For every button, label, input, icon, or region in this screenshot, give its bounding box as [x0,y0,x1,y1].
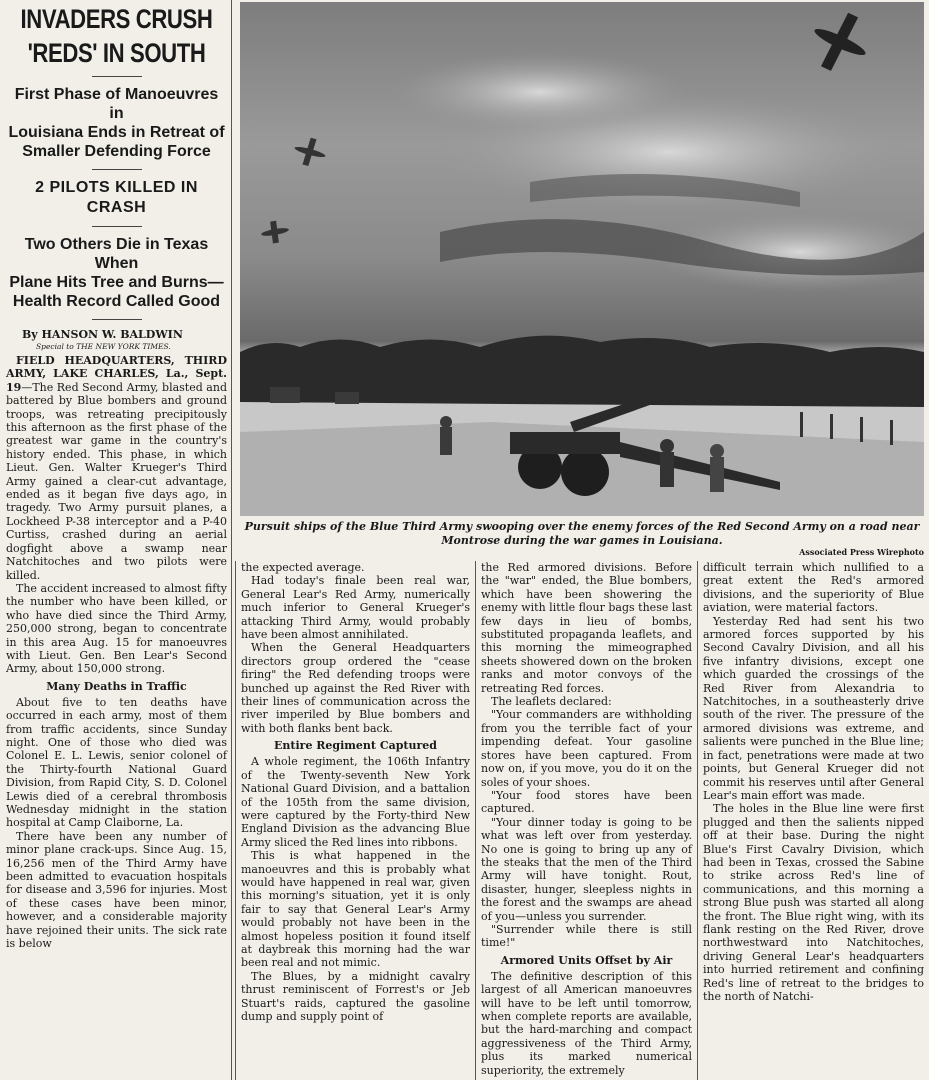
deck-3-line: Two Others Die in Texas When [24,236,209,272]
paragraph: "Surrender while there is still time!" [481,922,692,950]
deck-1-line: First Phase of Manoeuvres in [14,86,219,122]
deck-1-line: Louisiana Ends in Retreat of [8,124,225,141]
paragraph [6,354,227,582]
soldier-icon [440,416,452,455]
caption-text: Pursuit ships of the Blue Third Army swooping over the enemy forces of the Red Second Army on a road near Montrose during the war games in Louisiana. [244,520,920,547]
paragraph: The Blues, by a midnight cavalry thrust reminiscent of Forrest's or Jeb Stuart's raids, captured the gasoline dump and supply point of [241,969,470,1023]
paragraph: A whole regiment, the 106th Infantry of the Twenty-seventh New York National Guard Division, and a battalion of the 105th from the same division, were captured by the Forty-third New England Division as the advancing Blue Army sliced the Red lines into ribbons. [241,755,470,849]
paragraph: the expected average. [241,561,365,574]
paragraph: The definitive description of this largest of all American manoeuvres will have to be left until tomorrow, when complete reports are available, but the hard-marching and compact aggressiveness of the Third Army, plus its marked numerical superiority, the extremely [481,969,692,1077]
photo-caption [240,520,924,560]
column-2-text [235,561,475,1080]
paragraph-text: —The Red Second Army, blasted and battered by Blue bombers and ground troops, was retreating precipitously this afternoon as the first phase of the greatest war game in the country's history ended. This phase, in which Lieut. Gen. Walter Krueger's Third Army gained a clear-cut advantage, ended as it began five days ago, in tragedy. Two Army pursuit planes, a Lockheed P-38 interceptor and a P-40 Curtiss, crashed during an aerial dogfight above a swamp near Natchitoches and two pilots were killed. [6,380,227,582]
cloud [390,52,690,132]
paragraph: the Red armored divisions. Before the "war" ended, the Blue bombers, which have been showering the enemy with little flour bags these last few days in lieu of bombs, substituted propaganda leaflets, and this morning the mimeographed sheets showered down on the broken ranks and motor convoys of the retreating Red forces. [481,561,692,695]
paragraph: The leaflets declared: [491,695,612,709]
paragraph: "Your dinner today is going to be what was left over from yesterday. No one is going to bring up any of the steaks that the men of the Third Army will have tonight. Rout, disaster, hunger, sleepless nights in the forest and the swamps are ahead of you—unless you surrender. [481,815,692,923]
photo-credit: Associated Press Wirephoto [799,547,924,557]
paragraph: difficult terrain which nullified to a great extent the Red's armored divisions, and the superiority of Blue aviation, were material factors. [703,561,924,615]
paragraph: Had today's finale been real war, General Lear's Red Army, numerically much inferior to General Krueger's attacking Third Army, would probably have been almost annihilated. [241,574,470,642]
paragraph: "Your commanders are withholding from you the terrible fact of your impending defeat. Your gasoline stores have been captured. From now on, if you move, you do it on the soles of your shoes. [481,708,692,789]
truck-icon [270,387,300,403]
credit-line: Special to THE NEW YORK TIMES. [36,342,171,351]
deck-3-line: Health Record Called Good [12,293,221,310]
dateline: FIELD HEADQUARTERS, THIRD ARMY, LAKE CHARLES, La., Sept. 19 [6,354,227,394]
plane-icon [802,3,878,81]
news-photo [240,2,924,516]
subhead: Armored Units Offset by Air [500,953,673,967]
plane-icon [291,134,329,169]
paragraph: The accident increased to almost fifty the number who have been killed, or who have died since the Third Army, 250,000 strong, began to concentrate in this area Aug. 15 for manoeuvres with Lieut. Gen. Ben Lear's Second Army, about 150,000 strong. [6,581,227,676]
deck-3-line: Plane Hits Tree and Burns— [9,274,224,291]
truck-icon [335,392,359,404]
deck-1-line: Smaller Defending Force [22,143,211,160]
subhead: Many Deaths in Traffic [46,679,187,693]
lead-story-column [0,0,232,1080]
soldier-icon [710,444,724,492]
headline-line-1: INVADERS CRUSH [20,4,213,34]
plane-icon [259,219,290,246]
byline: By HANSON W. BALDWIN [22,328,183,341]
paragraph: This is what happened in the manoeuvres and this is probably what would have happened in real war, given this morning's situation, yet it is only fair to say that General Lear's Army would probably not have been in the almost hopeless position it found itself at daybreak this morning had the war been real and not mimic. [241,849,470,970]
deck-3 [6,235,227,311]
deck-2: 2 PILOTS KILLED IN CRASH [35,179,198,216]
divider [92,169,142,170]
paragraph: About five to ten deaths have occurred in each army, most of them from traffic accidents, since Sunday night. One of those who died was Colonel E. L. Lewis, senior colonel of the Thirty-fourth National Guard Division, from Rapid City, S. D. Colonel Lewis died of a cerebral thrombosis Wednesday midnight in the station hospital at Camp Claiborne, La. [6,695,227,830]
deck-1 [6,85,227,161]
soldier-icon [660,439,674,487]
paragraph: Yesterday Red had sent his two armored forces supported by his Second Cavalry Division, and all his five infantry divisions, except one which guarded the crossings of the Red River from Alexandria to Natchitoches, in a southeasterly drive south of the river. The pressure of the armored divisions was extreme, and salients were punched in the Blue line; in fact, penetrations were made at two points, but General Krueger did not commit his reserves until after General Lear's main effort was made. [703,614,924,802]
column-3-text [475,561,697,1080]
column-1-text [6,354,227,950]
divider [92,226,142,227]
paragraph: There have been any number of minor plane crack-ups. Since Aug. 15, 16,256 men of the Third Army have been admitted to evacuation hospitals for disease and 3,596 for injuries. Most of these cases have been minor, however, and a considerable majority have rejoined their units. The sick rate is below [6,829,227,951]
paragraph: The holes in the Blue line were first plugged and then the salients nipped off at their base. During the night Blue's First Cavalry Division, which had been in Texas, crossed the Sabine to strike across Red's line of communications, and this morning a strong Blue push was started all along the front. The Blue right wing, with its flank resting on the Red River, drove northwestward into Natchitoches, driving General Lear's headquarters into hurried retirement and confining Red's line of retreat to the bridges to the north of Natchi- [703,802,924,1003]
paragraph: When the General Headquarters directors group ordered the "cease firing" the Red defending troops were bunched up against the Red River with their lines of communication across the river imperiled by Blue bombers and with both flanks bent back. [241,641,470,735]
divider [92,76,142,77]
column-4-text [697,561,929,1080]
photo-illustration [240,2,924,516]
paragraph: "Your food stores have been captured. [481,788,692,816]
headline-line-2: 'REDS' IN SOUTH [27,38,206,68]
divider [92,319,142,320]
subhead: Entire Regiment Captured [274,739,437,753]
